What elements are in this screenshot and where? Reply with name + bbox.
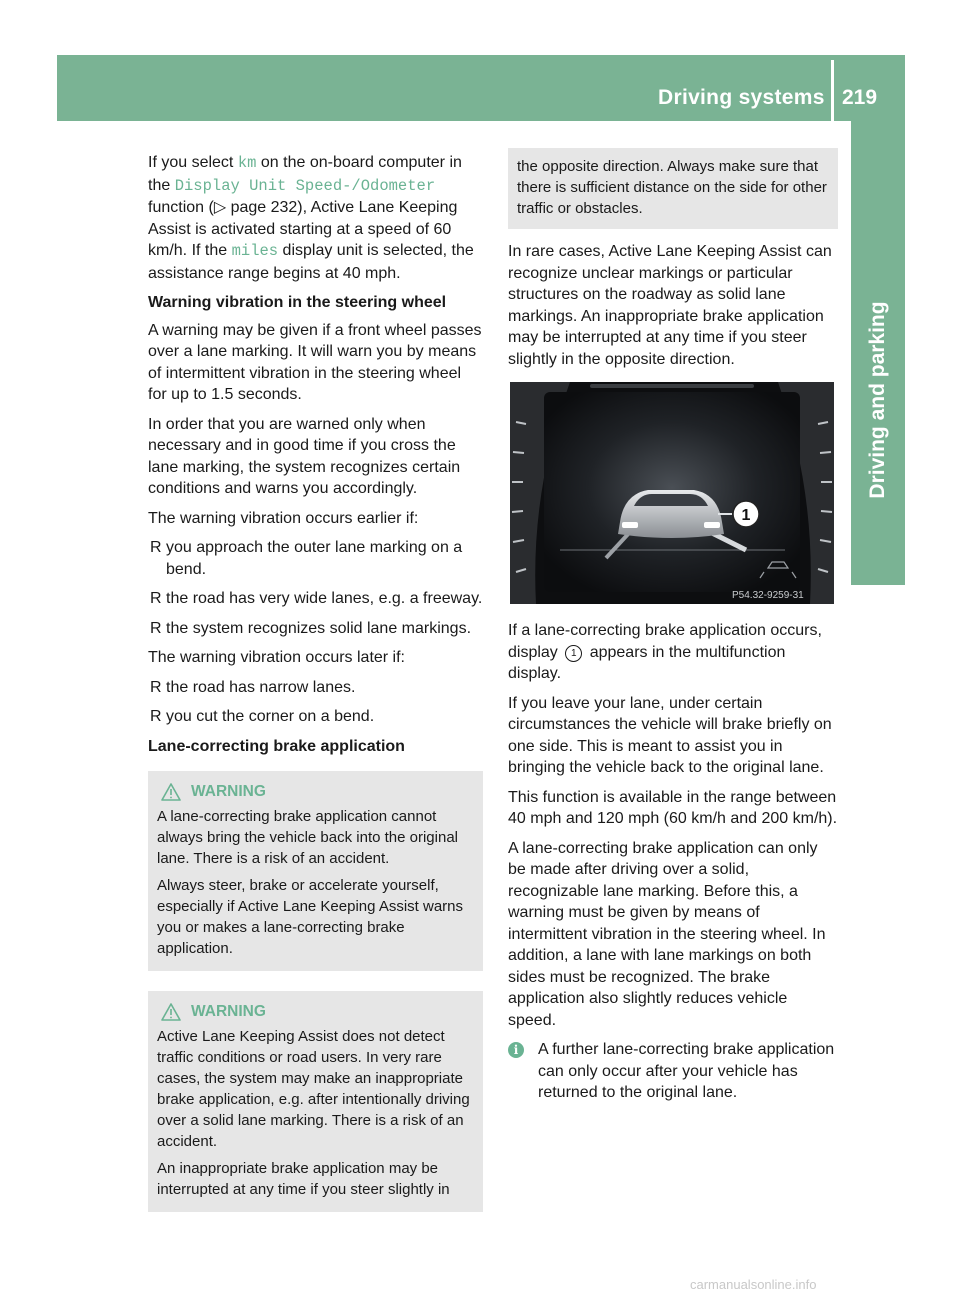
- info-icon: i: [508, 1042, 524, 1058]
- watermark: carmanualsonline.info: [690, 1277, 817, 1292]
- warning-box: [148, 991, 483, 1212]
- paragraph: The warning vibration occurs earlier if:: [148, 509, 419, 527]
- paragraph: This function is available in the range between 40 mph and 120 mph (60 km/h and 200 km/h).: [508, 788, 838, 827]
- warning-triangle-icon: [161, 783, 181, 801]
- warning-text: Active Lane Keeping Assist does not detect traffic conditions or road users. In very rare cases, the system may make an inappropriate brake application, e.g. after intentionally driving over a solid lane marking. There is a risk of an accident.: [157, 1028, 470, 1150]
- warning-text: An inappropriate brake application may be interrupted at any time if you steer slightly in: [157, 1160, 450, 1198]
- warning-text: Always steer, brake or accelerate yourself, especially if Active Lane Keeping Assist warns you or makes a lane-correcting brake application.: [157, 877, 463, 957]
- warning-continuation: the opposite direction. Always make sure that there is sufficient distance on the side for other traffic or obstacles.: [508, 148, 838, 229]
- side-tab-label: Driving and parking: [866, 301, 889, 499]
- warning-header: [157, 1001, 474, 1022]
- warning-triangle-icon: [161, 1003, 181, 1021]
- warning-box: [148, 771, 483, 971]
- paragraph: A warning may be given if a front wheel passes over a lane marking. It will warn you by means of intermittent vibration in the steering wheel for up to 1.5 seconds.: [148, 321, 482, 403]
- km-setting: km: [237, 154, 257, 172]
- warning-label: WARNING: [191, 783, 266, 800]
- bullet-marker: R: [150, 539, 162, 556]
- warning-header: [157, 781, 474, 802]
- side-block: [851, 541, 905, 585]
- list-item: R the road has very wide lanes, e.g. a freeway.: [148, 588, 483, 610]
- miles-setting: miles: [231, 242, 279, 260]
- list-item: R you approach the outer lane marking on a bend.: [150, 539, 463, 578]
- bullet-marker: R: [150, 678, 162, 696]
- info-text: A further lane-correcting brake application can only occur after your vehicle has returned to the original lane.: [538, 1041, 835, 1101]
- callout-1: 1: [565, 645, 582, 662]
- left-column: [148, 152, 483, 1220]
- paragraph: In rare cases, Active Lane Keeping Assist can recognize unclear markings or particular structures on the roadway as solid lane markings. An inappropriate brake application may be interrupted at any time if you steer slightly in the opposite direction.: [508, 243, 832, 368]
- bullet-marker: R: [150, 590, 162, 607]
- paragraph: The warning vibration occurs later if:: [148, 649, 405, 666]
- paragraph: If a lane-correcting brake application occurs, display 1 appears in the multifunction display.: [508, 622, 822, 682]
- paragraph: In order that you are warned only when necessary and in good time if you cross the lane marking, the system recognizes certain conditions and warns you accordingly.: [148, 415, 461, 497]
- multifunction-display-figure: [510, 382, 834, 604]
- bullet-marker: R: [150, 708, 162, 725]
- info-note: [508, 1039, 838, 1104]
- list-item: R the system recognizes solid lane markings.: [148, 618, 483, 640]
- page-number: 219: [842, 86, 878, 109]
- bullet-marker: R: [150, 619, 162, 637]
- intro-paragraph: If you select km on the on-board computer in the Display Unit Speed-/Odometer function (▷ page 232), Active Lane Keeping Assist is activated starting at a speed of 60 km/h. If the miles display unit is selected, the assistance range begins at 40 mph.: [148, 154, 474, 282]
- header-divider: [831, 60, 834, 121]
- figure-code: P54.32-9259-31: [732, 590, 804, 601]
- section-heading-warning-vibration: Warning vibration in the steering wheel: [148, 294, 447, 311]
- figure-callout: 1: [741, 507, 751, 524]
- page-title: Driving systems: [658, 86, 825, 109]
- warning-label: WARNING: [191, 1003, 266, 1020]
- section-heading-brake-application: Lane-correcting brake application: [148, 737, 405, 755]
- right-column: [508, 152, 838, 1104]
- function-name: Display Unit Speed-/Odometer: [174, 176, 436, 195]
- paragraph: A lane-correcting brake application can only be made after driving over a solid, recognizable lane marking. Before this, a warning must be given by means of intermittent vibration in the steering wheel. In addition, a lane with lane markings on both sides must be recognized. The brake application also slightly reduces vehicle speed.: [508, 839, 826, 1029]
- paragraph: If you leave your lane, under certain circumstances the vehicle will brake briefly on one side. This is meant to assist you in bringing the vehicle back to the original lane.: [508, 694, 832, 776]
- warning-text: A lane-correcting brake application cannot always bring the vehicle back into the original lane. There is a risk of an accident.: [157, 808, 459, 867]
- list-item: R you cut the corner on a bend.: [148, 706, 483, 728]
- list-item: R the road has narrow lanes.: [148, 677, 483, 699]
